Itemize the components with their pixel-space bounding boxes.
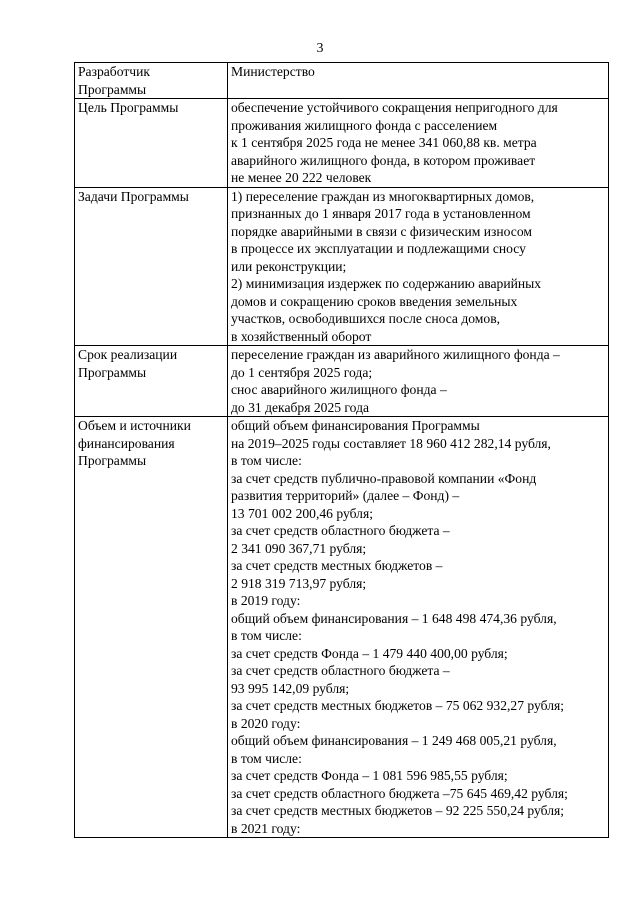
table-row [75, 417, 609, 838]
row-value-line: общий объем финансирования – 1 249 468 005,21 рубля, [231, 733, 557, 748]
row-value-line: за счет средств Фонда – 1 479 440 400,00 рубля; [231, 645, 508, 661]
table-row [75, 63, 609, 99]
row-value-line: в хозяйственный оборот [231, 328, 372, 344]
row-value-line: за счет средств местных бюджетов – 75 062 932,27 рубля; [231, 698, 565, 713]
row-value-line: за счет средств Фонда – 1 081 596 985,55 рубля; [231, 768, 508, 783]
row-label-line: Объем и источники [78, 418, 191, 433]
row-value-line: обеспечение устойчивого сокращения непригодного для [231, 100, 558, 115]
row-label-cell [75, 417, 228, 838]
table-row [75, 187, 609, 346]
row-value-cell [228, 346, 609, 417]
row-value-line: общий объем финансирования Программы [231, 418, 480, 433]
row-value-line: за счет средств местных бюджетов – 92 225 550,24 рубля; [231, 803, 565, 818]
row-value-line: общий объем финансирования – 1 648 498 474,36 рубля, [231, 610, 557, 626]
row-label-cell [75, 187, 228, 346]
row-label-cell [75, 346, 228, 417]
table-row [75, 346, 609, 417]
row-value-line: не менее 20 222 человек [231, 170, 372, 185]
row-value-line: до 31 декабря 2025 года [231, 399, 370, 415]
row-value-line: участков, освободившихся после сноса домов, [231, 311, 501, 326]
row-value-line: за счет средств публично-правовой компании «Фонд [231, 470, 537, 486]
row-value-line: признанных до 1 января 2017 года в установленном [231, 206, 531, 221]
row-value-line: в том числе: [231, 750, 302, 766]
row-value-line: 93 995 142,09 рубля; [231, 680, 350, 696]
row-value-line: за счет средств областного бюджета – [231, 523, 450, 538]
table-body [75, 63, 609, 838]
row-value-line: в 2021 году: [231, 820, 301, 836]
row-value-line: 2) минимизация издержек по содержанию аварийных [231, 276, 542, 291]
row-label-line: Срок реализации [78, 347, 178, 362]
row-value-cell [228, 63, 609, 99]
row-value-cell [228, 99, 609, 188]
row-value-line: в том числе: [231, 628, 302, 643]
row-value-line: в том числе: [231, 453, 302, 468]
row-value-line: за счет средств местных бюджетов – [231, 558, 443, 573]
row-value-line: проживания жилищного фонда с расселением [231, 117, 498, 133]
program-passport-table [74, 62, 609, 838]
row-value-line: порядке аварийными в связи с физическим износом [231, 223, 532, 239]
row-value-line: в 2020 году: [231, 715, 301, 731]
row-value-line: за счет средств областного бюджета – [231, 663, 450, 678]
row-value-line: домов и сокращению сроков введения земельных [231, 293, 518, 309]
row-label-line: Разработчик [78, 64, 150, 79]
row-value-line: в 2019 году: [231, 593, 301, 608]
row-value-cell [228, 187, 609, 346]
row-value-line: аварийного жилищного фонда, в котором проживает [231, 152, 536, 168]
row-value-line: за счет средств областного бюджета –75 645 469,42 рубля; [231, 785, 568, 801]
row-value-line: развития территорий» (далее – Фонд) – [231, 488, 460, 503]
row-label-cell [75, 63, 228, 99]
row-value-line: на 2019–2025 годы составляет 18 960 412 282,14 рубля, [231, 435, 551, 451]
row-label-line: Программы [78, 453, 147, 468]
page-number: 3 [316, 41, 324, 56]
row-value-line: в процессе их эксплуатации и подлежащими сносу [231, 241, 526, 256]
row-label-line: Программы [78, 81, 147, 97]
row-label-cell [75, 99, 228, 188]
row-label-line: Цель Программы [78, 100, 179, 115]
row-value-line: 1) переселение граждан из многоквартирных домов, [231, 188, 535, 204]
row-value-line: 13 701 002 200,46 рубля; [231, 505, 373, 521]
row-value-line: снос аварийного жилищного фонда – [231, 382, 447, 397]
table-row [75, 99, 609, 188]
row-value-line: к 1 сентября 2025 года не менее 341 060,88 кв. метра [231, 135, 537, 150]
row-value-line: или реконструкции; [231, 258, 347, 274]
row-value-line: 2 341 090 367,71 рубля; [231, 540, 367, 556]
row-value-line: Министерство [231, 64, 315, 79]
row-value-line: 2 918 319 713,97 рубля; [231, 575, 367, 591]
row-value-line: переселение граждан из аварийного жилищного фонда – [231, 347, 560, 362]
row-value-line: до 1 сентября 2025 года; [231, 364, 373, 380]
row-label-line: финансирования [78, 435, 175, 451]
row-label-line: Программы [78, 364, 147, 380]
row-value-cell [228, 417, 609, 838]
row-label-line: Задачи Программы [78, 188, 189, 204]
